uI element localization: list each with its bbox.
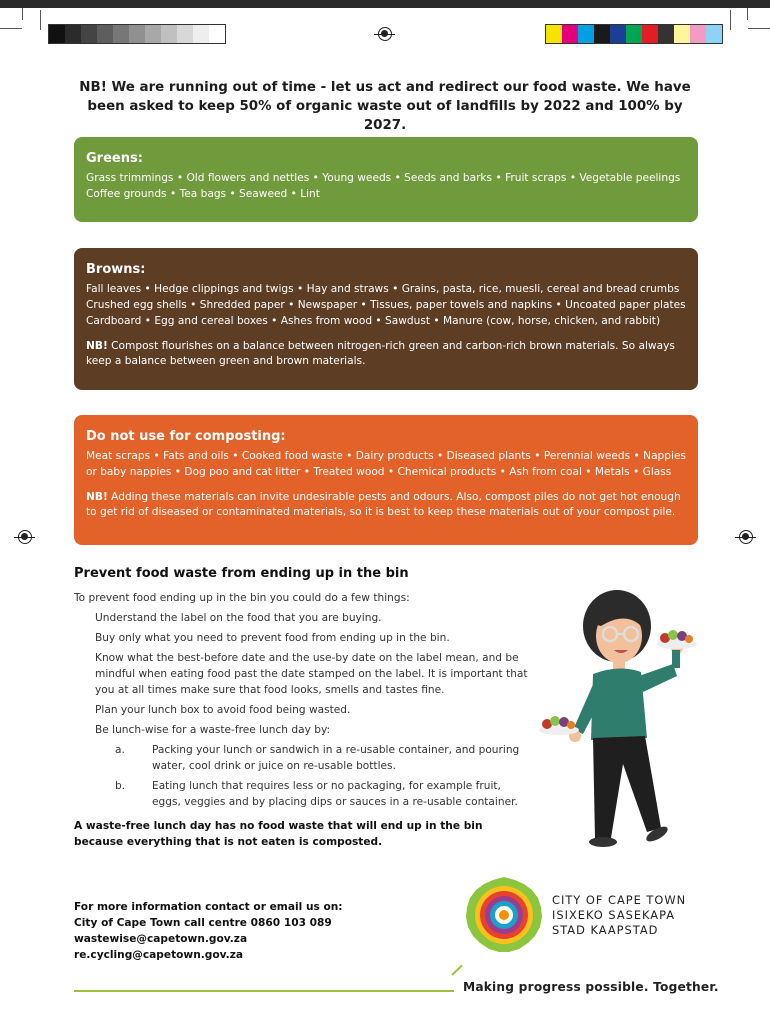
sub-text: Packing your lunch or sandwich in a re-usable container, and pouring water, cool drink or juice on re-usable bottles. [152,744,520,772]
registration-mark-icon [18,530,32,544]
cmyk-color-bar [545,24,723,44]
prevent-intro: To prevent food ending up in the bin you could do a few things: [74,592,410,604]
waste-free-statement: A waste-free lunch day has no food waste that will end up in the bin because everything that is not eaten is composted. [74,820,483,848]
sub-list-item [95,778,534,810]
city-name-line: STAD KAAPSTAD [552,923,659,937]
sub-letter: a. [115,744,125,756]
accent-line [451,965,462,976]
intro-nb: NB! [79,80,107,95]
city-name-line: CITY OF CAPE TOWN [552,893,687,907]
donot-title: Do not use for composting: [86,429,286,444]
donot-line: or baby nappies • Dog poo and cat litter • Treated wood • Chemical products • Ash from coal • Metals • Glass [86,466,672,478]
browns-line: Cardboard • Egg and cereal boxes • Ashes from wood • Sawdust • Manure (cow, horse, chicken, and rabbit) [86,315,661,327]
crop-mark [747,8,748,20]
list-item: Be lunch-wise for a waste-free lunch day by: [95,724,331,736]
city-name-line: ISIXEKO SASEKAPA [552,908,676,922]
greens-line: Grass trimmings • Old flowers and nettles • Young weeds • Seeds and barks • Fruit scraps • Vegetable peelings [86,172,681,184]
donot-nb: NB! [86,491,108,503]
list-item: Understand the label on the food that you are buying. [95,612,382,624]
list-item: Buy only what you need to prevent food from ending up in the bin. [95,632,450,644]
greens-title: Greens: [86,151,143,166]
contact-heading: For more information contact or email us on: [74,901,343,913]
prevent-title: Prevent food waste from ending up in the bin [74,566,409,581]
woman-carrying-fruit-illustration [535,588,705,853]
browns-note [86,339,686,369]
registration-mark-icon [378,27,392,41]
gray-color-bar [48,24,226,44]
intro-notice [74,78,696,135]
donot-note-text: Adding these materials can invite undesirable pests and odours. Also, compost piles do not get hot enough to get rid of diseased or contaminated materials, so it is best to keep these materials out of your compost pile. [86,491,681,518]
print-top-bar [0,0,770,8]
crop-mark [748,28,770,29]
browns-nb: NB! [86,340,108,352]
registration-mark-icon [739,530,753,544]
crop-mark [730,10,731,30]
call-centre: City of Cape Town call centre 0860 103 089 [74,917,332,929]
sub-text: Eating lunch that requires less or no packaging, for example fruit, eggs, veggies and by placing dips or sauces in a re-usable container. [152,780,518,808]
contact-block [74,899,343,963]
accent-line [74,990,454,992]
intro-text: We are running out of time - let us act and redirect our food waste. We have been asked to keep 50% of organic waste out of landfills by 2022 and 100% by 2027. [87,80,691,133]
browns-title: Browns: [86,262,146,277]
email-link[interactable]: re.cycling@capetown.gov.za [74,949,244,961]
browns-line: Crushed egg shells • Shredded paper • Newspaper • Tissues, paper towels and napkins • Uncoated paper plates [86,299,686,311]
greens-line: Coffee grounds • Tea bags • Seaweed • Lint [86,188,320,200]
city-emblem-logo [465,876,543,954]
do-not-compost-panel [74,415,698,545]
crop-mark [22,8,23,20]
sub-list-item [95,742,534,774]
email-link[interactable]: wastewise@capetown.gov.za [74,933,248,945]
greens-panel [74,137,698,222]
tagline: Making progress possible. Together. [463,980,719,994]
prevent-body [74,590,534,814]
list-item: Plan your lunch box to avoid food being wasted. [95,704,351,716]
browns-line: Fall leaves • Hedge clippings and twigs • Hay and straws • Grains, pasta, rice, muesli, cereal and bread crumbs [86,283,680,295]
list-item: Know what the best-before date and the use-by date on the label mean, and be mindful when eating food past the date stamped on the label. It is important that you at all times make sure that food looks, smells and tastes fine. [95,652,528,696]
browns-note-text: Compost flourishes on a balance between nitrogen-rich green and carbon-rich brown materials. So always keep a balance between green and brown materials. [86,340,675,367]
browns-panel [74,248,698,390]
city-name [552,893,686,938]
donot-note [86,490,686,520]
crop-mark [40,10,41,30]
sub-letter: b. [115,780,126,792]
crop-mark [0,28,22,29]
donot-line: Meat scraps • Fats and oils • Cooked food waste • Dairy products • Diseased plants • Perennial weeds • Nappies [86,450,686,462]
